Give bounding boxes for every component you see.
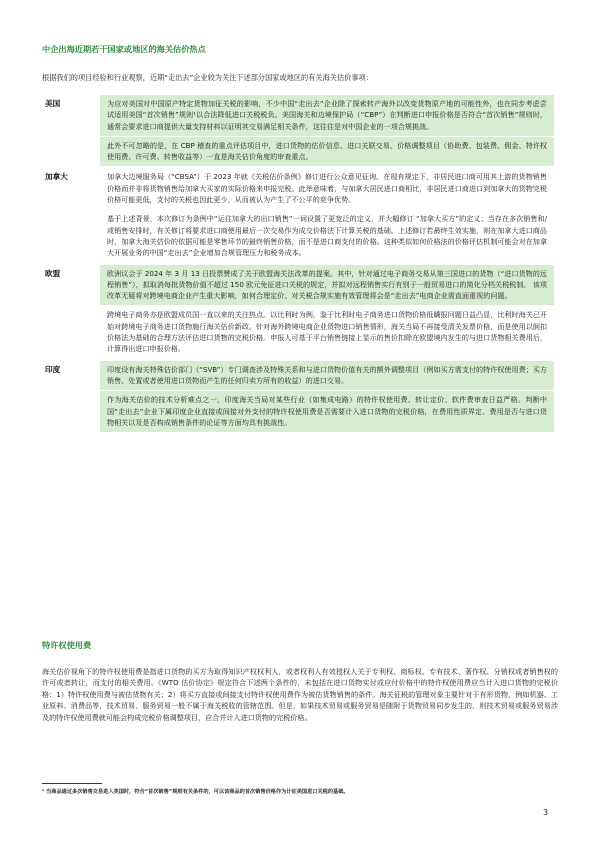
country-name: 欧盟 bbox=[45, 268, 61, 278]
footnote-divider bbox=[42, 783, 102, 784]
country-row-canada bbox=[42, 168, 554, 262]
page-number: 3 bbox=[543, 808, 549, 817]
intro-paragraph: 根据我们的项目经验和行业观察，近期“走出去”企业较为关注下述部分国家或地区的有关海关估价事项： bbox=[42, 73, 373, 82]
paragraph: 此外不可忽略的是，在 CBP 稽查的重点评估项目中，进口货物的估价信息、进口关联交易、价格调整项目（协助费、包装费、佣金、特许权使用费、许可费、转售收益等）一直是海关估价角度的审查重点。 bbox=[100, 137, 554, 167]
country-content bbox=[100, 95, 554, 166]
country-content bbox=[100, 265, 554, 359]
country-row-india bbox=[42, 361, 554, 432]
country-content bbox=[100, 361, 554, 432]
paragraph: 欧洲议会于 2024 年 3 月 13 日投票赞成了关于欧盟海关法改革的提案。其中，针对通过电子商务交易从第三国进口的货物（“进口货物的远程销售”），拟取消每批货物价值不超过 150 欧元免征进口关税的规定，并拟对远程销售实行有别于一般贸易进口的简化分档关税税制。 该项改革无疑将对跨境电商企业产生重大影响，如何合理定价、对关税合规实施有效管理将会是“走出去”电商企业需直面重视的问题。 bbox=[100, 265, 554, 306]
section-title: 中企出海近期若干国家或地区的海关估价热点 bbox=[42, 44, 206, 54]
country-row-usa bbox=[42, 95, 554, 166]
royalty-body: 海关估价视角下的特许权使用费是指进口货物的买方为取得知识产权权利人，或者权利人有效授权人关于专利权、商标权、专有技术、著作权、分销权或者销售权的许可或者转让，而支付的相关费用。《WTO 估价协定》规定符合下述两个条件的，未包括在进口货物实付或应付价格中的特许权使用费应当计入进口货物的完税价格：1）特许权使用费与被估货物有关；2）将买方直接或间接支付特许权使用费作为被估货物销售的条件。海关征税的管理对象主要针对于有形货物，例如机器、工业原料、消费品等，技术贸易、服务贸易一般不属于海关税收的管辖范围。但是，如果技术贸易或服务贸易是随附于货物贸易同步发生的，则技术贸易或服务贸易涉及的特许权使用费就可能会构成完税价格调整项目，应合并计入进口货物的完税价格。 bbox=[42, 667, 558, 722]
paragraph: 印度设有海关特殊估价部门（“SVB”）专门调查涉及特殊关系和与进口货物价值有关的额外调整项目（例如买方需支付的特许权使用费；买方销售、处置或者使用进口货物而产生的任何归卖方所有的收益）的进口交易。 bbox=[100, 361, 554, 391]
country-row-eu bbox=[42, 265, 554, 359]
paragraph: 作为海关估价的技术分析难点之一，印度海关当局对某些行业（如集成电路）的特许权使用费、转让定价、软件费审查日益严格。判断中国“走出去”企业下属印度企业直接或间接对外支付的特许权使用费是否需要计入进口货物的完税价格，在费用性质界定、费用是否与进口货物相关以及是否构成销售条件的论证等方面均具有挑战性。 bbox=[100, 391, 554, 432]
footnote: ¹ 当商品通过多次销售交易进入美国时，符合“首次销售”规则有关条件的，可以该商品的首次销售价格作为计征美国进口关税的基础。 bbox=[42, 789, 349, 795]
country-table bbox=[42, 95, 554, 432]
paragraph: 基于上述背景，本次修订为条例中“运往加拿大的出口销售”一词设置了更宽泛的定义，并大幅修订 “加拿大买方”的定义；当存在多次销售和/或销售安排时，有关修订将要求进口商使用最后一次交易作为成交价格法下计算关税的基础。上述修订若最终生效实施，则在加拿大进口商品时，加拿大海关估价的依据可能是零售环节的最终销售价格，而不是进口商支付的价格。这种类似如何价格法的价格评估机制可能会对在加拿大开展业务的中国“走出去”企业增加合规管理压力和税务成本。 bbox=[100, 210, 554, 262]
paragraph: 跨境电子商务亦是欧盟成员国一直以来的关注热点。以比利时为例，鉴于比利时电子商务进口货物价格低瞒报问题日益凸显，比利时海关已开始对跨境电子商务进口货物施行海关估价新政。针对海外跨境电商企业货物进口销售情形，海关当局不再接受清关发票价格，而是使用以倒扣价格法为基础的合理方法评估进口货物的完税价格。申报人可基于平台销售链接上显示的售价扣除在欧盟境内发生的与进口货物相关费用后，计算得出进口申报价格。 bbox=[100, 306, 554, 358]
country-name: 美国 bbox=[45, 99, 61, 108]
royalty-section-title: 特许权使用费 bbox=[42, 640, 92, 650]
country-content bbox=[100, 168, 554, 262]
paragraph: 为应对美国对中国原产特定货物加征关税的影响，不少中国“走出去”企业除了探索转产海外以改变货物原产地的可能性外，也在同步考虑尝试适用美国“首次销售”规则¹以合法降低进口关税税负。美国海关和边境保护局（“CBP”）在判断进口申报价格是否符合“首次销售”规则时，通常会要求进口商提供大量支持材料以证明其交易满足相关条件，这往往是对中国企业的一项合规挑战。 bbox=[100, 95, 554, 136]
country-name: 加拿大 bbox=[45, 172, 68, 182]
paragraph: 加拿大边境服务局（“CBSA”）于 2023 年就《关税估价条例》修订进行公众意见征询。在现有规定下，非居民进口商可用其上游的货物销售价格而并非将货物销售给加拿大买家的实际价格来申报完税。此举意味着，与加拿大居民进口商相比，非居民进口商进口到加拿大的货物完税价格可能更低，支付的关税也因此更少，从而被认为产生了不公平的竞争优势。 bbox=[100, 168, 554, 209]
country-name: 印度 bbox=[45, 364, 61, 374]
